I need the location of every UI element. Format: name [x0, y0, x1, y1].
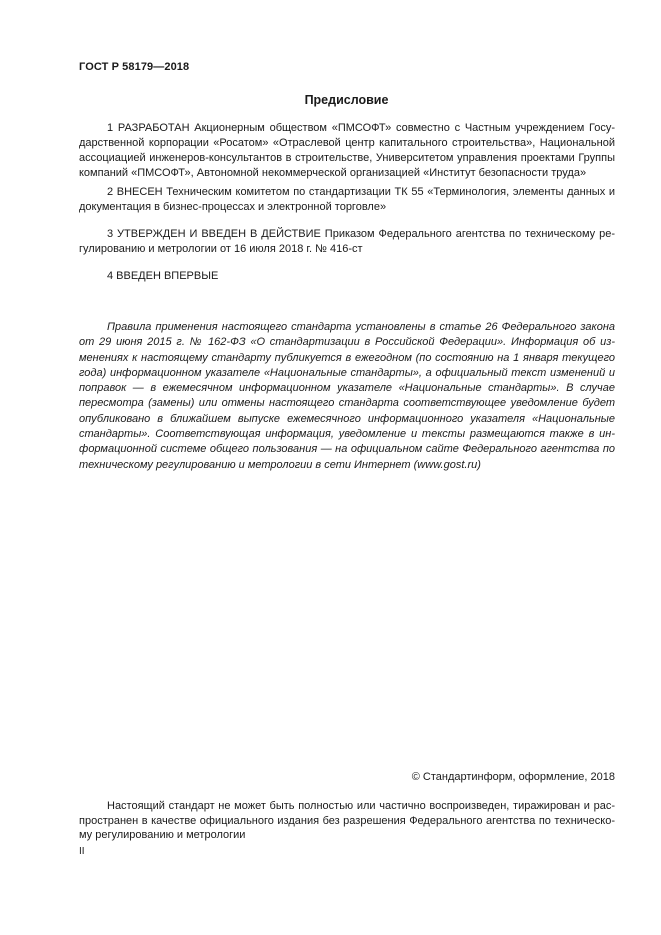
legal-notice-paragraph: Правила применения настоящего стандарта установлены в статье 26 Федерального закона от 29 июня 2015 г. № 162-ФЗ «О стандартизации в Российской Федерации». Информация об из-менениях к настоящему стандарту публикуется в ежегодном (по состоянию на 1 января текущего года) информационном указателе «Национальные стандарты», а официальный текст изменений и поправок — в ежемесячном информационном указателе «Национальные стандарты». В случае пересмотра (замены) или отмены настоящего стандарта соответствующее уведомление будет опубликовано в ближайшем выпуске ежемесячного информационного указателя «Национальные стандарты». Соответствующая информация, уведомление и тексты размещаются также в ин-формационной системе общего пользования — на официальном сайте Федерального агентства по техническому регулированию и метрологии в сети Интернет (www.gost.ru): [79, 321, 615, 471]
foreword-item-developed: 1 РАЗРАБОТАН Акционерным обществом «ПМСОФТ» совместно с Частным учреждением Госу-дарственной корпорации «Росатом» «Отраслевой центр капитального строительства», Национальной ассоциацией инженеров-консультантов в строительстве, Университетом управления проектами Группы компаний «ПМСОФТ», Автономной некоммерческой организацией «Институт безопасности труда»: [79, 122, 615, 179]
foreword-item-first-introduced: 4 ВВЕДЕН ВПЕРВЫЕ: [107, 270, 219, 282]
copyright-line: © Стандартинформ, оформление, 2018: [411, 771, 615, 783]
page-number: II: [79, 846, 85, 857]
reproduction-notice: Настоящий стандарт не может быть полностью или частично воспроизведен, тиражирован и рас-пространен в качестве официального издания без разрешения Федерального агентства по техническо-му регулированию и метрологии: [79, 800, 615, 841]
foreword-title: Предисловие: [304, 93, 389, 107]
foreword-item-approved: 3 УТВЕРЖДЕН И ВВЕДЕН В ДЕЙСТВИЕ Приказом Федерального агентства по техническому ре-гулированию и метрологии от 16 июля 2018 г. № 416-ст: [79, 228, 615, 255]
foreword-item-introduced: 2 ВНЕСЕН Техническим комитетом по стандартизации ТК 55 «Терминология, элементы данных и документация в бизнес-процессах и электронной торговле»: [79, 186, 615, 213]
standard-number-header: ГОСТ Р 58179—2018: [79, 61, 190, 73]
